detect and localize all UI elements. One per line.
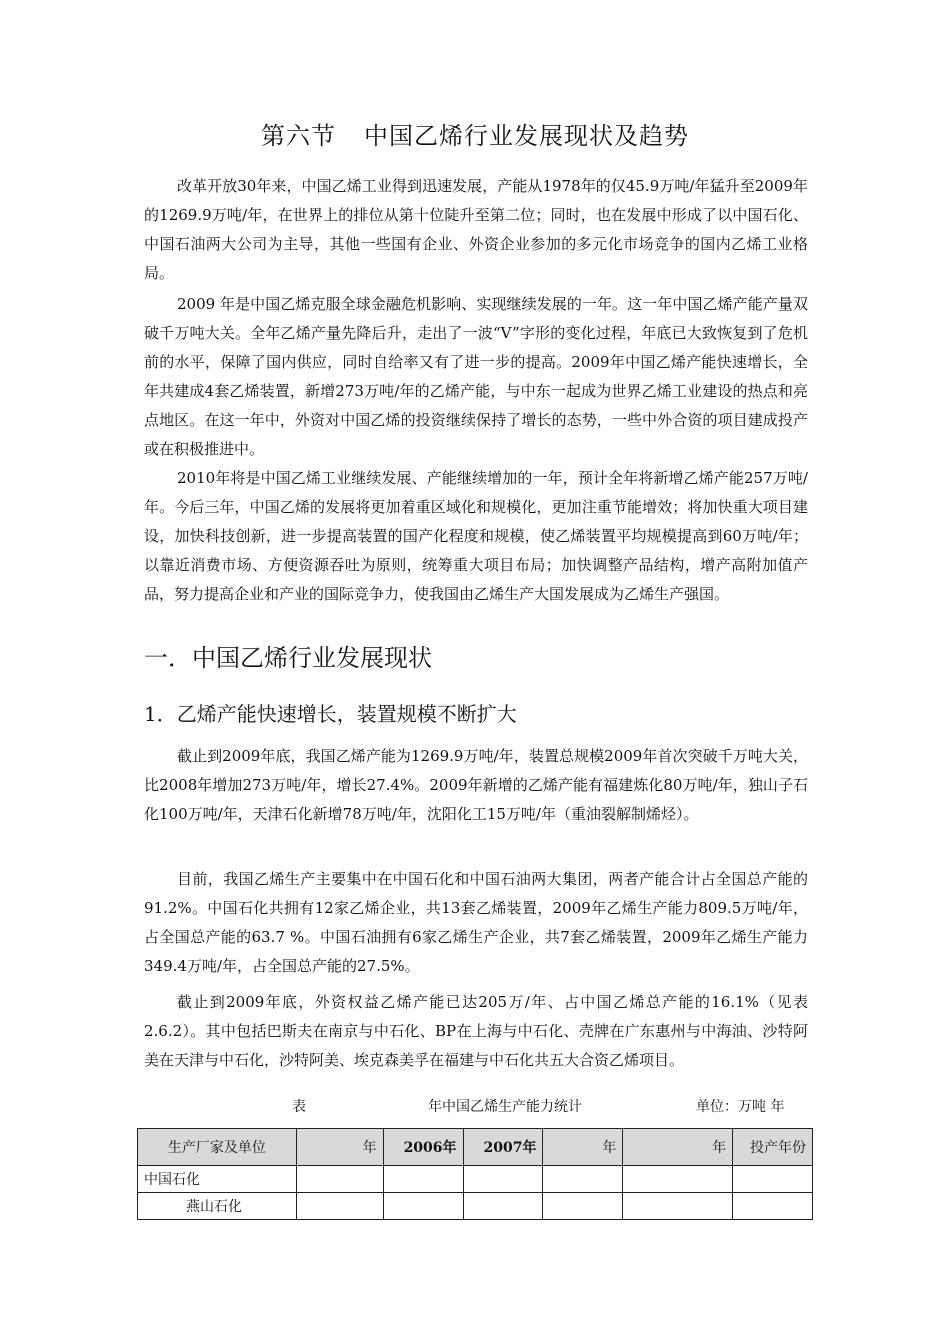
table-header-cell: 2006年: [383, 1129, 463, 1166]
table-caption-label: 表: [292, 1099, 306, 1115]
paragraph-2: 2009 年是中国乙烯克服全球金融危机影响、实现继续发展的一年。这一年中国乙烯产能产量双破千万吨大关。全年乙烯产量先降后升，走出了一波“V”字形的变化过程，年底已大致恢复到了危机前的水平，保障了国内供应，同时自给率又有了进一步的提高。2009年中国乙烯产能快速增长，全年共建成4套乙烯装置，新增273万吨/年的乙烯产能，与中东一起成为世界乙烯工业建设的热点和亮点地区。在这一年中，外资对中国乙烯的投资继续保持了增长的态势，一些中外合资的项目建成投产或在积极推进中。: [144, 295, 808, 458]
paragraph-3: 2010年将是中国乙烯工业继续发展、产能继续增加的一年，预计全年将新增乙烯产能257万吨/年。今后三年，中国乙烯的发展将更加着重区域化和规模化，更加注重节能增效；将加快重大项目建设，加快科技创新，进一步提高装置的国产化程度和规模，使乙烯装置平均规模提高到60万吨/年；以靠近消费市场、方便资源吞吐为原则，统筹重大项目布局；加快调整产品结构，增产高附加值产品，努力提高企业和产业的国际竞争力，使我国由乙烯生产大国发展成为乙烯生产强国。: [144, 469, 808, 603]
heading-subsection-1: 1．乙烯产能快速增长，装置规模不断扩大: [144, 702, 517, 726]
paragraph-4: 截止到2009年底，我国乙烯产能为1269.9万吨/年，装置总规模2009年首次突破千万吨大关，比2008年增加273万吨/年，增长27.4%。2009年新增的乙烯产能有福建炼化80万吨/年，独山子石化100万吨/年，天津石化新增78万吨/年，沈阳化工15万吨/年（重油裂解制烯烃）。: [144, 747, 808, 823]
page-title: [0, 116, 950, 151]
table-cell: [383, 1166, 463, 1193]
table-header-cell: 年: [296, 1129, 383, 1166]
table-cell: [463, 1166, 543, 1193]
table-header-cell: 年: [623, 1129, 733, 1166]
table-cell: [623, 1166, 733, 1193]
table-cell: [463, 1193, 543, 1220]
table-cell: [623, 1193, 733, 1220]
section-number: 第六节: [261, 122, 336, 150]
table-row: [138, 1166, 813, 1193]
table-header-cell: 年: [543, 1129, 623, 1166]
table-cell: 中国石化: [138, 1166, 297, 1193]
paragraph-1: 改革开放30年来，中国乙烯工业得到迅速发展，产能从1978年的仅45.9万吨/年猛升至2009年的1269.9万吨/年，在世界上的排位从第十位陡升至第二位；同时，也在发展中形成了以中国石化、中国石油两大公司为主导，其他一些国有企业、外资企业参加的多元化市场竞争的国内乙烯工业格局。: [144, 177, 808, 282]
table-cell: [733, 1193, 813, 1220]
table-cell: [543, 1193, 623, 1220]
table-row: [138, 1193, 813, 1220]
table-caption-unit: 单位：万吨 年: [696, 1099, 785, 1115]
table-cell: [296, 1193, 383, 1220]
table-cell: 燕山石化: [138, 1193, 297, 1220]
paragraph-5: 目前，我国乙烯生产主要集中在中国石化和中国石油两大集团，两者产能合计占全国总产能的91.2%。中国石化共拥有12家乙烯企业，共13套乙烯装置，2009年乙烯生产能力809.5万吨/年，占全国总产能的63.7 %。中国石油拥有6家乙烯生产企业，共7套乙烯装置，2009年乙烯生产能力349.4万吨/年，占全国总产能的27.5%。: [144, 870, 808, 975]
table-caption-title: 年中国乙烯生产能力统计: [428, 1099, 582, 1115]
table-cell: [296, 1166, 383, 1193]
table-header-cell: 2007年: [463, 1129, 543, 1166]
table-header-cell: 投产年份: [733, 1129, 813, 1166]
table-header-cell: 生产厂家及单位: [138, 1129, 297, 1166]
table-cell: [543, 1166, 623, 1193]
table-header-row: [138, 1129, 813, 1166]
capacity-table: [137, 1128, 813, 1220]
heading-section-1: 一．中国乙烯行业发展现状: [144, 644, 432, 672]
section-title: 中国乙烯行业发展现状及趋势: [364, 122, 689, 150]
table-cell: [383, 1193, 463, 1220]
paragraph-6: 截止到2009年底，外资权益乙烯产能已达205万/年、占中国乙烯总产能的16.1%（见表2.6.2）。其中包括巴斯夫在南京与中石化、BP在上海与中石化、壳牌在广东惠州与中海油、沙特阿美在天津与中石化，沙特阿美、埃克森美孚在福建与中石化共五大合资乙烯项目。: [144, 993, 808, 1069]
table-cell: [733, 1166, 813, 1193]
